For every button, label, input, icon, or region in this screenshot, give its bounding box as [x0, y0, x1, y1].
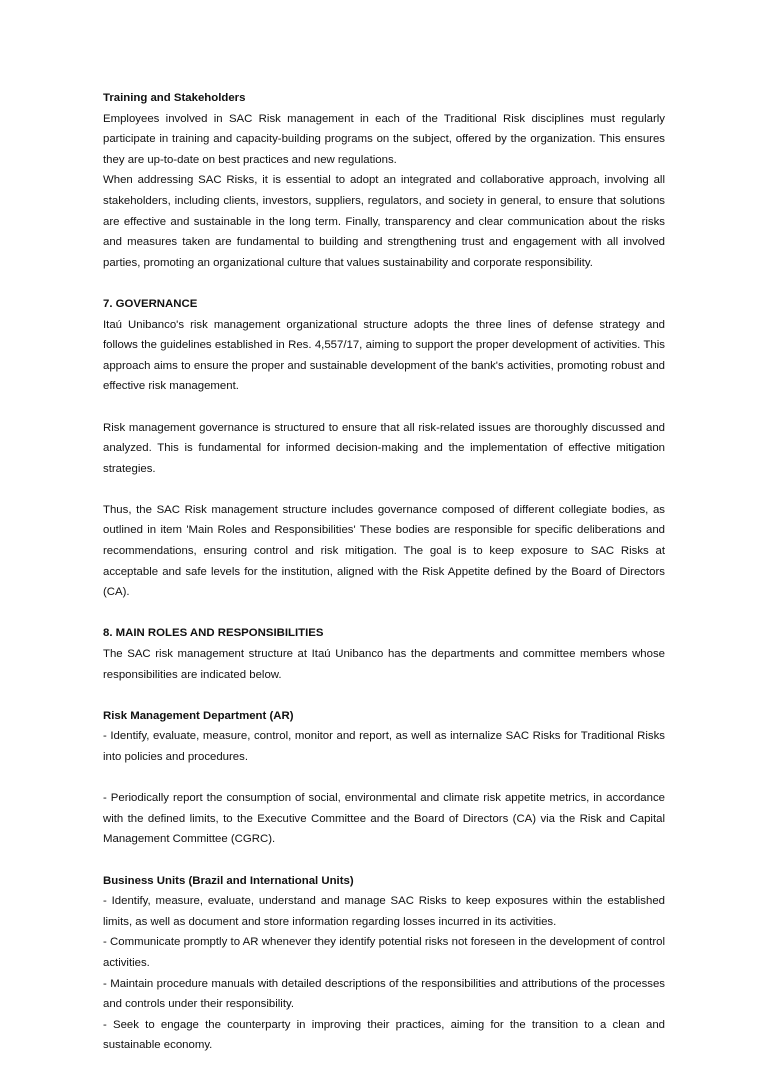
spacer — [103, 397, 665, 418]
list-item: - Identify, evaluate, measure, control, monitor and report, as well as internalize SAC Risks for Traditional Risks into policies and procedures. — [103, 730, 665, 763]
paragraph: Risk management governance is structured to ensure that all risk-related issues are thoroughly discussed and analyzed. This is fundamental for informed decision-making and the implementation of effective mitigation strategies. — [103, 421, 665, 475]
paragraph: The SAC risk management structure at Itaú Unibanco has the departments and committee members whose responsibilities are indicated below. — [103, 648, 665, 681]
section-heading-training: Training and Stakeholders — [103, 92, 246, 104]
subsection-heading-risk-dept: Risk Management Department (AR) — [103, 709, 294, 722]
list-item: - Communicate promptly to AR whenever they identify potential risks not foreseen in the development of control activities. — [103, 936, 665, 969]
subsection-heading-business-units: Business Units (Brazil and International Units) — [103, 874, 354, 887]
paragraph: Employees involved in SAC Risk management in each of the Traditional Risk disciplines must regularly participate in training and capacity-building programs on the subject, offered by the organization. This ensures they are up-to-date on best practices and new regulations. — [103, 112, 665, 166]
list-item: - Identify, measure, evaluate, understand and manage SAC Risks to keep exposures within the established limits, as well as document and store information regarding losses incurred in its activities. — [103, 895, 665, 928]
section-heading-governance: 7. GOVERNANCE — [103, 297, 198, 310]
list-item: - Maintain procedure manuals with detailed descriptions of the responsibilities and attributions of the processes and controls under their responsibility. — [103, 977, 665, 1011]
spacer — [103, 273, 665, 294]
spacer — [103, 479, 665, 500]
spacer — [103, 850, 665, 871]
list-item: - Seek to engage the counterparty in improving their practices, aiming for the transition to a clean and sustainable economy. — [103, 1018, 665, 1052]
section-heading-roles: 8. MAIN ROLES AND RESPONSIBILITIES — [103, 627, 324, 640]
spacer — [103, 768, 665, 789]
document-page — [103, 88, 665, 1056]
paragraph: When addressing SAC Risks, it is essential to adopt an integrated and collaborative approach, involving all stakeholders, including clients, investors, suppliers, regulators, and society in general, to ensure that solutions are effective and sustainable in the long term. Finally, transparency and clear communication about the risks and measures taken are fundamental to building and strengthening trust and engagement with all involved parties, promoting an organizational culture that values sustainability and corporate responsibility. — [103, 174, 665, 269]
paragraph: Itaú Unibanco's risk management organizational structure adopts the three lines of defense strategy and follows the guidelines established in Res. 4,557/17, aiming to support the proper development of activities. This approach aims to ensure the proper and sustainable development of the bank's activities, promoting robust and effective risk management. — [103, 318, 665, 393]
spacer — [103, 685, 665, 706]
paragraph: Thus, the SAC Risk management structure includes governance composed of different collegiate bodies, as outlined in item 'Main Roles and Responsibilities' These bodies are responsible for specific deliberations and recommendations, ensuring control and risk mitigation. The goal is to keep exposure to SAC Risks at acceptable and safe levels for the institution, aligned with the Risk Appetite defined by the Board of Directors (CA). — [103, 503, 665, 599]
spacer — [103, 603, 665, 624]
list-item: - Periodically report the consumption of social, environmental and climate risk appetite metrics, in accordance with the defined limits, to the Executive Committee and the Board of Directors (CA) via the Risk and Capital Management Committee (CGRC). — [103, 792, 665, 846]
